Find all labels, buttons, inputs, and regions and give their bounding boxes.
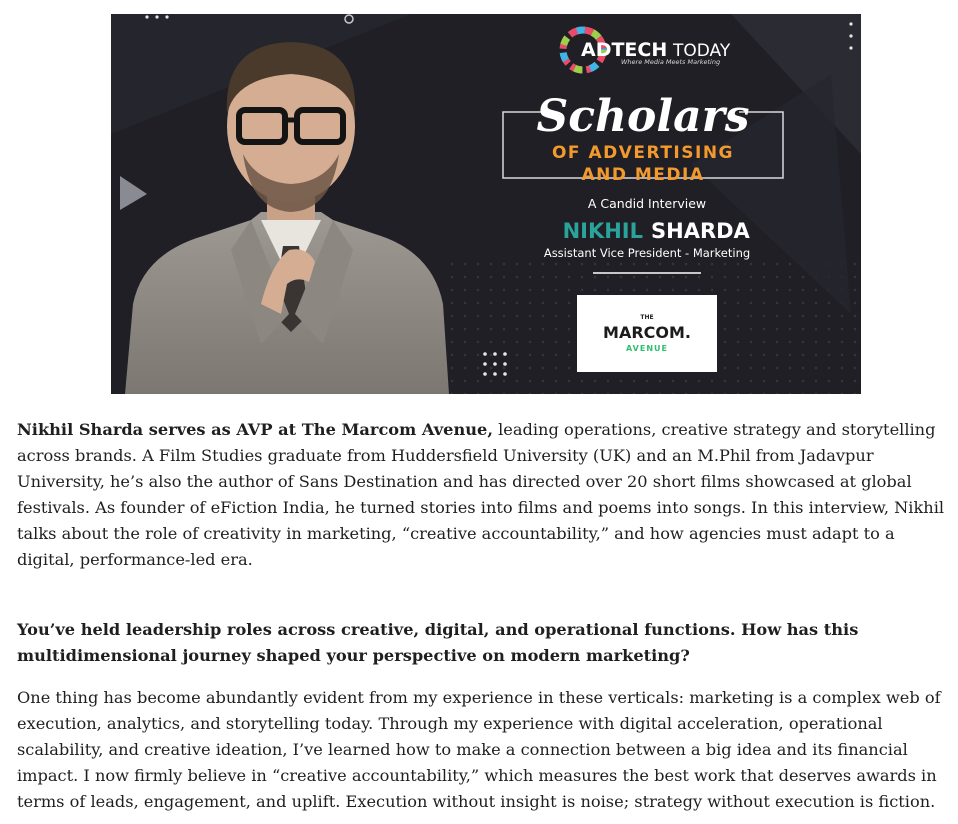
svg-text:AVENUE: AVENUE <box>626 344 668 353</box>
series-subtitle-line2: AND MEDIA <box>581 165 705 185</box>
intro-paragraph <box>17 417 952 573</box>
intro-lead: Nikhil Sharda serves as AVP at The Marcom Avenue, <box>17 420 493 439</box>
guest-first-name: NIKHIL <box>562 219 643 243</box>
marcom-avenue-logo <box>577 295 717 372</box>
svg-text:Where Media Meets Marketing: Where Media Meets Marketing <box>621 58 721 66</box>
interview-banner <box>111 14 861 394</box>
svg-text:TODAY: TODAY <box>673 41 731 61</box>
svg-text:ADTECH: ADTECH <box>581 39 668 61</box>
series-title: Scholars <box>536 91 750 142</box>
series-subtitle-line1: OF ADVERTISING <box>551 143 735 163</box>
svg-text:THE: THE <box>640 314 654 321</box>
guest-role: Assistant Vice President - Marketing <box>543 246 751 260</box>
svg-text:MARCOM.: MARCOM. <box>603 323 691 342</box>
banner-graphic <box>111 14 861 394</box>
intro-body: leading operations, creative strategy and storytelling across brands. A Film Studies graduate from Huddersfield University (UK) and an M.Phil from Jadavpur University, he’s also the author of Sans Destination and has directed over 20 short films showcased at global festivals. As founder of eFiction India, he turned stories into films and poems into songs. In this interview, Nikhil talks about the role of creativity in marketing, “creative accountability,” and how agencies must adapt to a digital, performance-led era. <box>17 420 945 569</box>
article-body <box>17 417 952 815</box>
interview-label: A Candid Interview <box>587 196 707 211</box>
interview-answer: One thing has become abundantly evident from my experience in these verticals: marketing is a complex web of execution, analytics, and storytelling today. Through my experience with digital acceleration, operational scalability, and creative ideation, I’ve learned how to make a connection between a big idea and its financial impact. I now firmly believe in “creative accountability,” which measures the best work that deserves awards in terms of leads, engagement, and uplift. Execution without insight is noise; strategy without execution is fiction. <box>17 688 941 811</box>
guest-last-name: SHARDA <box>651 219 750 243</box>
interview-question: You’ve held leadership roles across creative, digital, and operational functions. How has this multidimensional journey shaped your perspective on modern marketing? <box>17 620 859 665</box>
